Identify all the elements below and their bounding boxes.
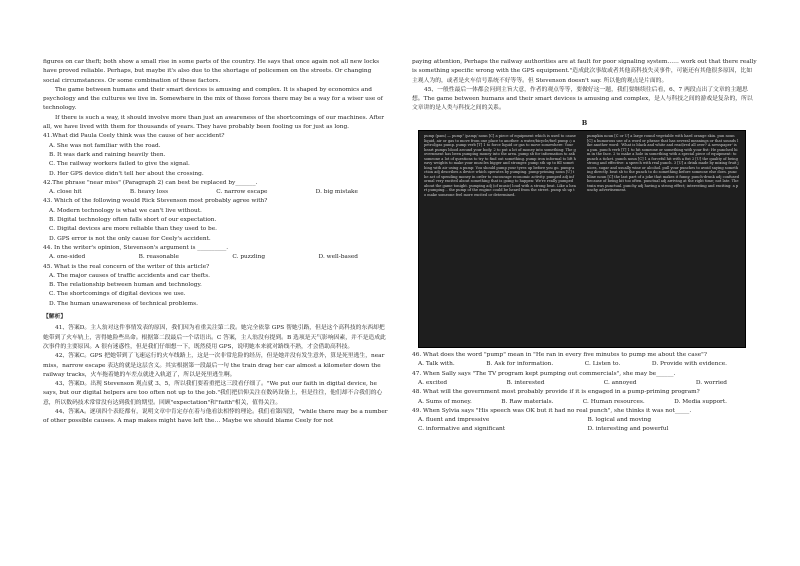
question-stem: 47. When Sally says "The TV program kept pumping out commercials", she may be______. <box>412 370 676 377</box>
dictionary-column: pumpkin noun [C or U] a large round vegetable with hard orange skin. pun noun [C] a humorous use of a word or phrase that has several meanings or that sounds like another word: 'What is black and white and read/red all over? A newspaper' is a pun. punch verb [T] 1 to hit someone or something with your fist: He punched him in the face. 2 to make a hole in something with a special piece of equipment: to punch a ticket. punch noun [C] 1 a forceful hit with a fist 2 [U] the quality of being strong and effective: a speech with real punch. 3 [U] a drink made by mixing fruit juices, sugar and usually wine or alcohol. pull your punches to avoid saying something directly. beat sb to the punch to do something before someone else does. punchline noun [C] the last part of a joke that makes it funny. punch-drunk adj confused because of being hit too often. punctual adj arriving at the right time; not late. The train was punctual. punchy adj having a strong effect; interesting and exciting: a punchy advertisement. <box>587 134 739 193</box>
option: B. Ask for information. <box>486 361 554 368</box>
option: D. interesting and powerful <box>587 426 669 433</box>
body-paragraph: If there is such a way, it should involve more than just an awareness of the shortcomings of our machines. After all, we have lived with them for thousands of years. They have probably been fooling us for just as long. <box>43 114 385 131</box>
question-45 <box>43 263 388 309</box>
option: A. one-sided <box>49 254 86 261</box>
option: C. Human resources. <box>582 398 645 405</box>
analysis-paragraph: 45、一般性最后一体都会问到主旨大意，作者的观点等等，要做好这一题，我们要继续往后看，6、7 两段点出了文章的主题思想。The game between humans and their smart devices is amusing and complex，是人与科技之间的游戏是复杂的，所以文章讲的是人类与科技之间的关系。 <box>412 86 753 112</box>
analysis-paragraph: 42、答案C。GPS 把她带到了飞速运行的火车线路上，这是一次非常危险的经历，但是她并没有发生意外，算是死里逃生，near miss，narrow escape 表达的就是这层含义。其实根据第一段最后一句 the train drag her car almost a kilometer down the railway tracks，火车拖着她的车差点就进入轨道了，所以是死里逃生啊。 <box>43 353 385 378</box>
question-stem: 48. What will the government most probably provide if it is engaged in a pump-priming program? <box>412 389 700 396</box>
option: B. Raw materials. <box>501 398 554 405</box>
intro-paragraph: figures on car theft; both show a small rise in some parts of the country. He says that once again not all new locks have proved reliable. Perhaps, but maybe it's also due to the shortage of policemen on the streets. Or changing social circumstances. Or some combination of these factors. <box>43 59 380 84</box>
option: A. She was not familiar with the road. <box>49 142 161 149</box>
question-49 <box>412 407 757 435</box>
option: C. narrow escape <box>216 189 268 196</box>
option: B. interested <box>506 379 545 386</box>
option: B. It was dark and raining heavily then. <box>49 151 166 158</box>
left-column <box>43 0 388 427</box>
question-48 <box>412 388 757 407</box>
option: A. fluent and impressive <box>418 417 490 424</box>
option: A. Sums of money. <box>418 398 472 405</box>
question-43 <box>43 197 388 243</box>
question-stem: 46. What does the word "pump" mean in "He ran in every five minutes to pump me about the case"? <box>412 352 707 359</box>
continued-paragraph: paying attention, Perhaps the railway authorities are at fault for poor signaling system…… work out that there really is something specific wrong with the GPS equipment."造成此次事故或者其他高科技失灵事件，可能还有其他很多原因，比如主观人为的，或者是火车信号系统不好等等。但 Stevenson doesn't say. 所以他的观点是片面的。 <box>412 59 757 84</box>
analysis-heading: 【解析】 <box>43 314 67 321</box>
body-paragraph: The game between humans and their smart devices is amusing and complex. It is shaped by economics and psychology and the cultures we live in. Somewhere in the mix of those forces there may be a way for a wiser use of technology. <box>43 86 383 112</box>
option: B. reasonable <box>138 254 179 261</box>
option: C. The shortcomings of digital devices we use. <box>49 291 186 298</box>
option: A. Talk with. <box>418 361 455 368</box>
option: C. annoyed <box>603 379 637 386</box>
option: B. Digital technology often falls short of our expectation. <box>49 217 217 224</box>
option: B. heavy loss <box>129 189 169 196</box>
question-47 <box>412 370 757 389</box>
question-stem: 45. What is the real concern of the writer of this article? <box>43 263 210 270</box>
question-44 <box>43 244 388 263</box>
analysis-paragraph: 44、答案A。逐项四个表貶都有，说明文章中肯定存在着与他看法相悖的理论。我们看第四段，"while there may be a number of other possible causes. A map makes might have left the… Maybe we should blame Ceely for not <box>43 408 388 425</box>
option: A. close hit <box>49 189 82 196</box>
option: C. Listen to. <box>584 361 621 368</box>
option: A. Modern technology is what we can't live without. <box>49 207 202 214</box>
option: C. The railway workers failed to give the signal. <box>49 161 190 168</box>
question-stem: 41.What did Paula Ceely think was the cause of her accident? <box>43 133 225 140</box>
section-label: B <box>581 118 588 127</box>
option: D. worried <box>695 379 727 386</box>
option: C. informative and significant <box>418 426 506 433</box>
option: B. The relationship between human and technology. <box>49 282 202 289</box>
question-stem: 42.The phrase "near miss" (Paragraph 2) can best be replaced by_______. <box>43 179 258 186</box>
dictionary-image <box>418 130 746 348</box>
option: D. Provide with evidence. <box>651 361 727 368</box>
analysis-paragraph: 41、答案D。主人翁对这件事情发表的原因，我们因为看重关注第二段。她完全依靠 GPS 帮她引路，但是这个高科技的东西却把她带到了火车轨上，害得她险些出命。根据第二段最后一个话语出。C 答案，主人翁没有提到。B 选项是天气影响因素，并不是造成此次事件的主要原因。A 很有迷惑性，但是我们仔细想一下，既然使用 GPS，说明她本来就对路线不熟，才会借助高科技。 <box>43 325 386 350</box>
analysis-paragraph: 43、答案D。出现 Stevenson 观点就 3、5，所以我们要着重把这三段看仔细了。"We put our faith in digital device, he says, but our digital helpers are too often not up to the job."我们把信仰关注在数码设备上，但是往往，他们却不合我们的心意，所以数码技术常常没有达到我们的期望。回顾"expectation"和"faith"相关，值得关注。 <box>43 381 383 406</box>
question-46 <box>412 351 757 370</box>
option: D. Media support. <box>674 398 727 405</box>
right-column <box>412 0 757 435</box>
option: C. puzzling <box>232 254 266 261</box>
option: B. logical and moving <box>587 417 652 424</box>
option: C. Digital devices are more reliable than they used to be. <box>49 226 218 233</box>
option: D. Her GPS device didn't tell her about the crossing. <box>49 170 204 177</box>
option: D. The human unawareness of technical problems. <box>49 300 198 307</box>
question-stem: 43. Which of the following would Rick Stevenson most probably agree with? <box>43 198 268 205</box>
option: D. well-based <box>318 254 358 261</box>
question-42 <box>43 179 388 198</box>
question-41 <box>43 132 388 178</box>
option: A. The major causes of traffic accidents and car thefts. <box>49 272 211 279</box>
question-stem: 44. In the writer's opinion, Stevenson's argument is __________. <box>43 244 229 251</box>
dictionary-column: pump (pam) — pump¹ /pʌmp/ noun [C] a piece of equipment which is used to cause liquid, air or gas to move from one place to another: a water/bicycle/fuel pump ◇ a petrol/gas pump. pump verb [T] 1 to force liquid or gas to move somewhere: Your heart pumps blood around your body. 2 to put a lot of money into something: The government has been pumping money into the area. pump sb for information to ask someone a lot of questions to try to find out something. pump iron informal to lift heavy weights to make your muscles bigger and stronger. pump sth up to fill something with air using a pump: You should pump your tyres up before you go. pump-action adj describes a device which operates by pumping. pump-priming noun [U] the act of spending money in order to encourage economic activity. pumped adj informal very excited about something that is going to happen: We're really pumped about the game tonight. pumping adj (of music) loud with a strong beat. Like a heart pumping... the pump of the engine could be heard from the street. pump sb up to make someone feel more excited or determined. <box>424 134 576 197</box>
question-stem: 49. When Sylvia says "His speech was OK but it had no real punch", she thinks it was not_____. <box>412 407 692 414</box>
option: D. big mistake <box>315 189 358 196</box>
option: A. excited <box>418 379 448 386</box>
option: D. GPS error is not the only cause for Ceely's accident. <box>49 235 211 242</box>
